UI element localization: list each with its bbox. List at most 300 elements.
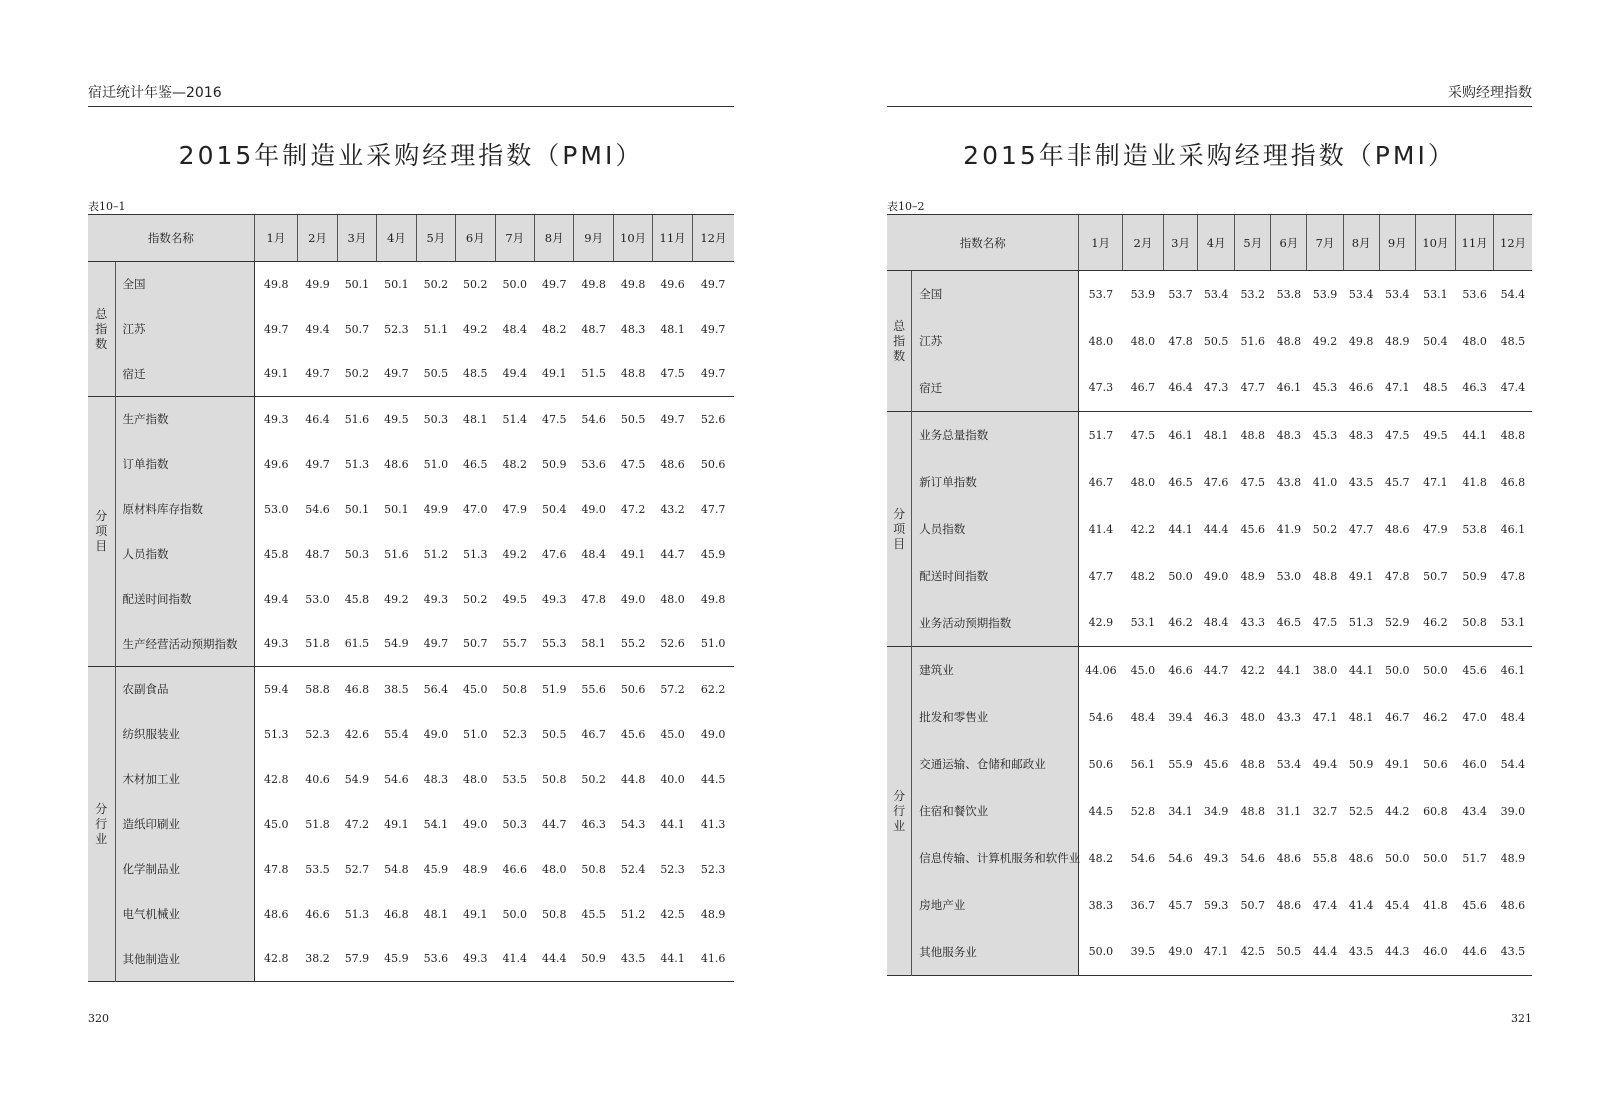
value-cell: 48.1 bbox=[423, 907, 449, 921]
index-name: 订单指数 bbox=[115, 442, 254, 487]
value-cell: 39.4 bbox=[1168, 710, 1193, 724]
value-cell: 50.2 bbox=[463, 592, 488, 606]
value-cell: 41.4 bbox=[1348, 898, 1374, 912]
value-cell: 48.4 bbox=[1500, 710, 1526, 724]
value-cell: 50.0 bbox=[1088, 945, 1114, 959]
value-cell: 47.0 bbox=[463, 502, 488, 516]
header-month: 2月 bbox=[298, 215, 337, 262]
value-cell: 48.4 bbox=[1203, 616, 1229, 630]
value-cell: 47.1 bbox=[1312, 710, 1338, 724]
value-cell: 50.0 bbox=[1384, 663, 1410, 677]
value-cell: 46.8 bbox=[344, 682, 370, 696]
header-month: 1月 bbox=[254, 215, 298, 262]
value-cell: 48.0 bbox=[463, 772, 488, 786]
value-cell: 43.8 bbox=[1276, 475, 1302, 489]
value-cell: 48.5 bbox=[1423, 381, 1448, 395]
value-cell: 50.0 bbox=[1168, 569, 1193, 583]
value-cell: 46.3 bbox=[1203, 710, 1229, 724]
value-cell: 51.7 bbox=[1462, 851, 1487, 865]
value-cell: 49.8 bbox=[263, 277, 289, 291]
value-cell: 44.1 bbox=[1462, 428, 1487, 442]
value-cell: 55.7 bbox=[502, 637, 527, 651]
value-cell: 47.8 bbox=[1168, 334, 1193, 348]
value-cell: 51.5 bbox=[581, 367, 606, 381]
table-row bbox=[88, 532, 734, 577]
value-cell: 44.06 bbox=[1085, 663, 1117, 677]
value-cell: 51.7 bbox=[1088, 428, 1114, 442]
index-name: 房地产业 bbox=[912, 882, 1079, 929]
value-cell: 41.0 bbox=[1312, 475, 1338, 489]
page-title: 2015年非制造业采购经理指数（PMI） bbox=[963, 141, 1456, 170]
value-cell: 49.3 bbox=[263, 412, 289, 426]
value-cell: 42.6 bbox=[344, 727, 370, 741]
group-label-cell bbox=[88, 397, 115, 667]
value-cell: 50.0 bbox=[502, 277, 527, 291]
value-cell: 53.6 bbox=[423, 952, 449, 966]
value-cell: 49.0 bbox=[581, 502, 606, 516]
value-cell: 47.7 bbox=[700, 502, 726, 516]
index-name: 生产指数 bbox=[115, 397, 254, 442]
value-cell: 49.7 bbox=[700, 277, 726, 291]
value-cell: 41.8 bbox=[1423, 898, 1448, 912]
value-cell: 48.1 bbox=[1348, 710, 1374, 724]
value-cell: 48.0 bbox=[1130, 475, 1156, 489]
value-cell: 52.3 bbox=[660, 862, 685, 876]
value-cell: 48.9 bbox=[463, 862, 488, 876]
value-cell: 44.1 bbox=[1168, 522, 1193, 536]
value-cell: 49.1 bbox=[384, 817, 409, 831]
value-cell: 53.0 bbox=[305, 592, 330, 606]
value-cell: 45.3 bbox=[1312, 428, 1338, 442]
value-cell: 42.8 bbox=[263, 952, 289, 966]
value-cell: 54.6 bbox=[305, 502, 330, 516]
value-cell: 54.6 bbox=[1130, 851, 1156, 865]
value-cell: 43.4 bbox=[1462, 804, 1487, 818]
value-cell: 48.0 bbox=[1462, 334, 1487, 348]
value-cell: 62.2 bbox=[700, 682, 726, 696]
value-cell: 51.8 bbox=[305, 637, 330, 651]
index-name: 业务活动预期指数 bbox=[912, 600, 1079, 647]
value-cell: 50.6 bbox=[1088, 757, 1114, 771]
index-name: 业务总量指数 bbox=[912, 412, 1079, 459]
value-cell: 48.3 bbox=[423, 772, 449, 786]
value-cell: 40.6 bbox=[305, 772, 330, 786]
value-cell: 54.1 bbox=[423, 817, 449, 831]
header-month: 10月 bbox=[1415, 215, 1455, 271]
value-cell: 41.3 bbox=[700, 817, 726, 831]
value-cell: 43.5 bbox=[1348, 945, 1374, 959]
value-cell: 53.5 bbox=[305, 862, 330, 876]
value-cell: 38.0 bbox=[1312, 663, 1338, 677]
value-cell: 44.5 bbox=[700, 772, 726, 786]
value-cell: 46.6 bbox=[305, 907, 330, 921]
value-cell: 48.8 bbox=[620, 367, 646, 381]
value-cell: 45.9 bbox=[700, 547, 726, 561]
value-cell: 46.7 bbox=[1130, 381, 1156, 395]
value-cell: 50.1 bbox=[344, 277, 370, 291]
index-name: 新订单指数 bbox=[912, 459, 1079, 506]
value-cell: 49.2 bbox=[463, 322, 488, 336]
header-month: 10月 bbox=[613, 215, 652, 262]
value-cell: 46.6 bbox=[1168, 663, 1193, 677]
group-label: 分行业 bbox=[893, 788, 906, 833]
value-cell: 42.2 bbox=[1240, 663, 1266, 677]
value-cell: 49.3 bbox=[541, 592, 567, 606]
value-cell: 52.5 bbox=[1348, 804, 1374, 818]
value-cell: 41.4 bbox=[502, 952, 527, 966]
value-cell: 46.8 bbox=[1500, 475, 1526, 489]
value-cell: 48.9 bbox=[1500, 851, 1526, 865]
value-cell: 45.7 bbox=[1384, 475, 1410, 489]
value-cell: 51.6 bbox=[344, 412, 370, 426]
value-cell: 50.8 bbox=[541, 772, 567, 786]
index-name: 化学制品业 bbox=[115, 847, 254, 892]
value-cell: 44.8 bbox=[620, 772, 646, 786]
value-cell: 48.3 bbox=[620, 322, 646, 336]
value-cell: 50.7 bbox=[463, 637, 488, 651]
index-name: 电气机械业 bbox=[115, 892, 254, 937]
value-cell: 54.6 bbox=[581, 412, 606, 426]
table-row bbox=[887, 835, 1532, 882]
index-name: 其他服务业 bbox=[912, 929, 1079, 976]
value-cell: 49.5 bbox=[1423, 428, 1448, 442]
value-cell: 44.2 bbox=[1384, 804, 1410, 818]
value-cell: 46.3 bbox=[1462, 381, 1487, 395]
value-cell: 50.8 bbox=[502, 682, 527, 696]
index-name: 交通运输、仓储和邮政业 bbox=[912, 741, 1079, 788]
page-number: 320 bbox=[88, 1012, 109, 1025]
index-name: 农副食品 bbox=[115, 667, 254, 712]
table-row bbox=[887, 506, 1532, 553]
value-cell: 49.0 bbox=[1203, 569, 1229, 583]
value-cell: 47.6 bbox=[1203, 475, 1229, 489]
value-cell: 47.2 bbox=[620, 502, 646, 516]
value-cell: 46.1 bbox=[1500, 663, 1526, 677]
value-cell: 40.0 bbox=[660, 772, 685, 786]
value-cell: 45.3 bbox=[1312, 381, 1338, 395]
value-cell: 49.7 bbox=[700, 322, 726, 336]
value-cell: 50.0 bbox=[1423, 663, 1448, 677]
value-cell: 48.0 bbox=[660, 592, 685, 606]
value-cell: 51.8 bbox=[305, 817, 330, 831]
table-row bbox=[887, 882, 1532, 929]
table-section bbox=[887, 271, 1532, 412]
value-cell: 48.4 bbox=[1130, 710, 1156, 724]
table-row bbox=[88, 847, 734, 892]
value-cell: 50.2 bbox=[581, 772, 606, 786]
value-cell: 31.1 bbox=[1276, 804, 1302, 818]
value-cell: 38.3 bbox=[1088, 898, 1114, 912]
value-cell: 60.8 bbox=[1423, 804, 1448, 818]
value-cell: 49.3 bbox=[423, 592, 449, 606]
value-cell: 54.8 bbox=[384, 862, 409, 876]
group-label-cell bbox=[88, 667, 115, 982]
table-row bbox=[88, 487, 734, 532]
value-cell: 46.4 bbox=[1168, 381, 1193, 395]
value-cell: 39.5 bbox=[1130, 945, 1156, 959]
value-cell: 47.8 bbox=[263, 862, 289, 876]
left-page bbox=[88, 0, 734, 1099]
header-month: 8月 bbox=[534, 215, 573, 262]
value-cell: 51.0 bbox=[700, 637, 726, 651]
value-cell: 47.3 bbox=[1203, 381, 1229, 395]
header-month: 8月 bbox=[1343, 215, 1379, 271]
value-cell: 49.3 bbox=[463, 952, 488, 966]
value-cell: 50.0 bbox=[1384, 851, 1410, 865]
value-cell: 39.0 bbox=[1500, 804, 1526, 818]
value-cell: 48.0 bbox=[1088, 334, 1114, 348]
value-cell: 48.8 bbox=[1240, 804, 1266, 818]
value-cell: 49.8 bbox=[1348, 334, 1374, 348]
value-cell: 44.1 bbox=[1276, 663, 1302, 677]
value-cell: 50.4 bbox=[541, 502, 567, 516]
value-cell: 53.4 bbox=[1276, 757, 1302, 771]
value-cell: 46.3 bbox=[581, 817, 606, 831]
value-cell: 47.2 bbox=[344, 817, 370, 831]
value-cell: 46.7 bbox=[581, 727, 606, 741]
chapter-title: 采购经理指数 bbox=[1448, 85, 1532, 101]
value-cell: 48.2 bbox=[502, 457, 527, 471]
value-cell: 55.8 bbox=[1312, 851, 1338, 865]
value-cell: 48.6 bbox=[384, 457, 409, 471]
value-cell: 54.6 bbox=[1088, 710, 1114, 724]
value-cell: 53.2 bbox=[1240, 287, 1266, 301]
value-cell: 51.0 bbox=[423, 457, 449, 471]
value-cell: 51.2 bbox=[423, 547, 449, 561]
value-cell: 52.9 bbox=[1384, 616, 1410, 630]
value-cell: 49.1 bbox=[620, 547, 646, 561]
value-cell: 50.8 bbox=[581, 862, 606, 876]
value-cell: 49.8 bbox=[620, 277, 646, 291]
value-cell: 49.0 bbox=[700, 727, 726, 741]
value-cell: 50.8 bbox=[541, 907, 567, 921]
value-cell: 44.1 bbox=[660, 952, 685, 966]
value-cell: 44.4 bbox=[541, 952, 567, 966]
value-cell: 50.5 bbox=[620, 412, 646, 426]
value-cell: 43.5 bbox=[1500, 945, 1526, 959]
value-cell: 53.0 bbox=[1276, 569, 1302, 583]
value-cell: 59.4 bbox=[263, 682, 289, 696]
value-cell: 47.5 bbox=[1130, 428, 1156, 442]
value-cell: 49.4 bbox=[1312, 757, 1338, 771]
group-label: 分项目 bbox=[893, 506, 906, 551]
value-cell: 49.9 bbox=[305, 277, 330, 291]
value-cell: 46.6 bbox=[502, 862, 527, 876]
value-cell: 47.9 bbox=[502, 502, 527, 516]
table-row bbox=[88, 712, 734, 757]
header-month: 4月 bbox=[1198, 215, 1235, 271]
value-cell: 55.3 bbox=[541, 637, 567, 651]
value-cell: 48.2 bbox=[1130, 569, 1156, 583]
value-cell: 50.1 bbox=[344, 502, 370, 516]
value-cell: 53.7 bbox=[1168, 287, 1193, 301]
value-cell: 57.2 bbox=[660, 682, 685, 696]
value-cell: 49.4 bbox=[263, 592, 289, 606]
value-cell: 45.8 bbox=[263, 547, 289, 561]
value-cell: 50.8 bbox=[1462, 616, 1487, 630]
value-cell: 46.2 bbox=[1423, 710, 1448, 724]
value-cell: 44.7 bbox=[1203, 663, 1229, 677]
index-name: 信息传输、计算机服务和软件业 bbox=[912, 835, 1079, 882]
value-cell: 46.4 bbox=[305, 412, 330, 426]
value-cell: 53.9 bbox=[1312, 287, 1338, 301]
value-cell: 43.5 bbox=[620, 952, 646, 966]
value-cell: 45.0 bbox=[660, 727, 685, 741]
value-cell: 41.6 bbox=[700, 952, 726, 966]
value-cell: 43.2 bbox=[660, 502, 685, 516]
index-name: 江苏 bbox=[115, 307, 254, 352]
value-cell: 46.5 bbox=[1168, 475, 1193, 489]
value-cell: 45.6 bbox=[1462, 898, 1487, 912]
table-section bbox=[88, 397, 734, 667]
value-cell: 47.8 bbox=[581, 592, 606, 606]
value-cell: 49.2 bbox=[1312, 334, 1338, 348]
value-cell: 46.7 bbox=[1384, 710, 1410, 724]
value-cell: 48.5 bbox=[463, 367, 488, 381]
value-cell: 47.5 bbox=[1384, 428, 1410, 442]
value-cell: 45.5 bbox=[581, 907, 606, 921]
value-cell: 44.7 bbox=[541, 817, 567, 831]
value-cell: 45.4 bbox=[1384, 898, 1410, 912]
index-name: 配送时间指数 bbox=[115, 577, 254, 622]
value-cell: 50.5 bbox=[541, 727, 567, 741]
value-cell: 46.6 bbox=[1348, 381, 1374, 395]
table-row bbox=[887, 412, 1532, 459]
value-cell: 53.8 bbox=[1462, 522, 1487, 536]
value-cell: 47.3 bbox=[1088, 381, 1114, 395]
group-label: 分行业 bbox=[95, 801, 108, 846]
table-row bbox=[88, 262, 734, 307]
value-cell: 54.3 bbox=[620, 817, 646, 831]
value-cell: 49.2 bbox=[384, 592, 409, 606]
value-cell: 47.6 bbox=[541, 547, 567, 561]
table-row bbox=[887, 929, 1532, 976]
value-cell: 48.6 bbox=[263, 907, 289, 921]
header-month: 5月 bbox=[1235, 215, 1271, 271]
value-cell: 53.1 bbox=[1130, 616, 1156, 630]
value-cell: 43.5 bbox=[1348, 475, 1374, 489]
index-name: 人员指数 bbox=[912, 506, 1079, 553]
value-cell: 45.0 bbox=[263, 817, 289, 831]
value-cell: 56.1 bbox=[1130, 757, 1156, 771]
value-cell: 36.7 bbox=[1130, 898, 1156, 912]
value-cell: 48.9 bbox=[1384, 334, 1410, 348]
value-cell: 54.6 bbox=[1168, 851, 1193, 865]
value-cell: 58.1 bbox=[581, 637, 606, 651]
value-cell: 47.5 bbox=[541, 412, 567, 426]
value-cell: 51.6 bbox=[384, 547, 409, 561]
value-cell: 32.7 bbox=[1312, 804, 1338, 818]
group-label-cell bbox=[887, 647, 912, 976]
value-cell: 45.9 bbox=[423, 862, 449, 876]
header-month: 1月 bbox=[1079, 215, 1122, 271]
value-cell: 48.6 bbox=[1276, 898, 1302, 912]
value-cell: 53.5 bbox=[502, 772, 527, 786]
value-cell: 49.5 bbox=[384, 412, 409, 426]
value-cell: 38.2 bbox=[305, 952, 330, 966]
table-row bbox=[88, 622, 734, 667]
value-cell: 49.1 bbox=[463, 907, 488, 921]
value-cell: 48.3 bbox=[1276, 428, 1302, 442]
index-name: 住宿和餐饮业 bbox=[912, 788, 1079, 835]
value-cell: 52.3 bbox=[305, 727, 330, 741]
value-cell: 42.2 bbox=[1130, 522, 1156, 536]
header-month: 3月 bbox=[1164, 215, 1198, 271]
table-row bbox=[887, 647, 1532, 694]
value-cell: 34.1 bbox=[1168, 804, 1193, 818]
table-row bbox=[887, 459, 1532, 506]
table-row bbox=[88, 397, 734, 442]
value-cell: 50.9 bbox=[1462, 569, 1487, 583]
value-cell: 53.6 bbox=[581, 457, 606, 471]
value-cell: 50.9 bbox=[541, 457, 567, 471]
table-row bbox=[887, 271, 1532, 318]
value-cell: 50.6 bbox=[700, 457, 726, 471]
value-cell: 50.9 bbox=[1348, 757, 1374, 771]
value-cell: 58.8 bbox=[305, 682, 330, 696]
value-cell: 49.6 bbox=[263, 457, 289, 471]
value-cell: 53.1 bbox=[1423, 287, 1448, 301]
value-cell: 43.3 bbox=[1276, 710, 1302, 724]
running-head bbox=[88, 84, 734, 107]
table-row bbox=[88, 937, 734, 982]
group-label: 分项目 bbox=[95, 509, 108, 553]
value-cell: 48.1 bbox=[660, 322, 685, 336]
value-cell: 50.7 bbox=[1423, 569, 1448, 583]
value-cell: 52.3 bbox=[700, 862, 726, 876]
value-cell: 49.0 bbox=[1168, 945, 1193, 959]
value-cell: 46.8 bbox=[384, 907, 409, 921]
value-cell: 52.4 bbox=[620, 862, 646, 876]
value-cell: 54.9 bbox=[384, 637, 409, 651]
value-cell: 49.0 bbox=[423, 727, 449, 741]
value-cell: 45.7 bbox=[1168, 898, 1193, 912]
value-cell: 49.1 bbox=[263, 367, 289, 381]
value-cell: 50.2 bbox=[344, 367, 370, 381]
value-cell: 49.8 bbox=[700, 592, 726, 606]
value-cell: 49.4 bbox=[305, 322, 330, 336]
value-cell: 45.6 bbox=[1462, 663, 1487, 677]
value-cell: 51.1 bbox=[423, 322, 449, 336]
value-cell: 49.7 bbox=[700, 367, 726, 381]
value-cell: 49.3 bbox=[1203, 851, 1229, 865]
value-cell: 54.4 bbox=[1500, 757, 1526, 771]
value-cell: 55.6 bbox=[581, 682, 606, 696]
value-cell: 50.2 bbox=[463, 277, 488, 291]
header-month: 6月 bbox=[1271, 215, 1307, 271]
value-cell: 47.7 bbox=[1240, 381, 1266, 395]
value-cell: 59.3 bbox=[1203, 898, 1229, 912]
index-name: 江苏 bbox=[912, 318, 1079, 365]
value-cell: 47.1 bbox=[1423, 475, 1448, 489]
value-cell: 42.8 bbox=[263, 772, 289, 786]
page-title: 2015年制造业采购经理指数（PMI） bbox=[178, 141, 644, 170]
table-row bbox=[88, 307, 734, 352]
value-cell: 53.6 bbox=[1462, 287, 1487, 301]
value-cell: 50.6 bbox=[1423, 757, 1448, 771]
value-cell: 49.1 bbox=[1384, 757, 1410, 771]
value-cell: 48.4 bbox=[581, 547, 606, 561]
table-row bbox=[887, 318, 1532, 365]
value-cell: 48.6 bbox=[1500, 898, 1526, 912]
value-cell: 50.5 bbox=[423, 367, 449, 381]
value-cell: 47.0 bbox=[1462, 710, 1487, 724]
value-cell: 42.5 bbox=[1240, 945, 1266, 959]
value-cell: 53.0 bbox=[263, 502, 289, 516]
value-cell: 53.4 bbox=[1203, 287, 1229, 301]
value-cell: 50.5 bbox=[1276, 945, 1302, 959]
value-cell: 53.4 bbox=[1384, 287, 1410, 301]
